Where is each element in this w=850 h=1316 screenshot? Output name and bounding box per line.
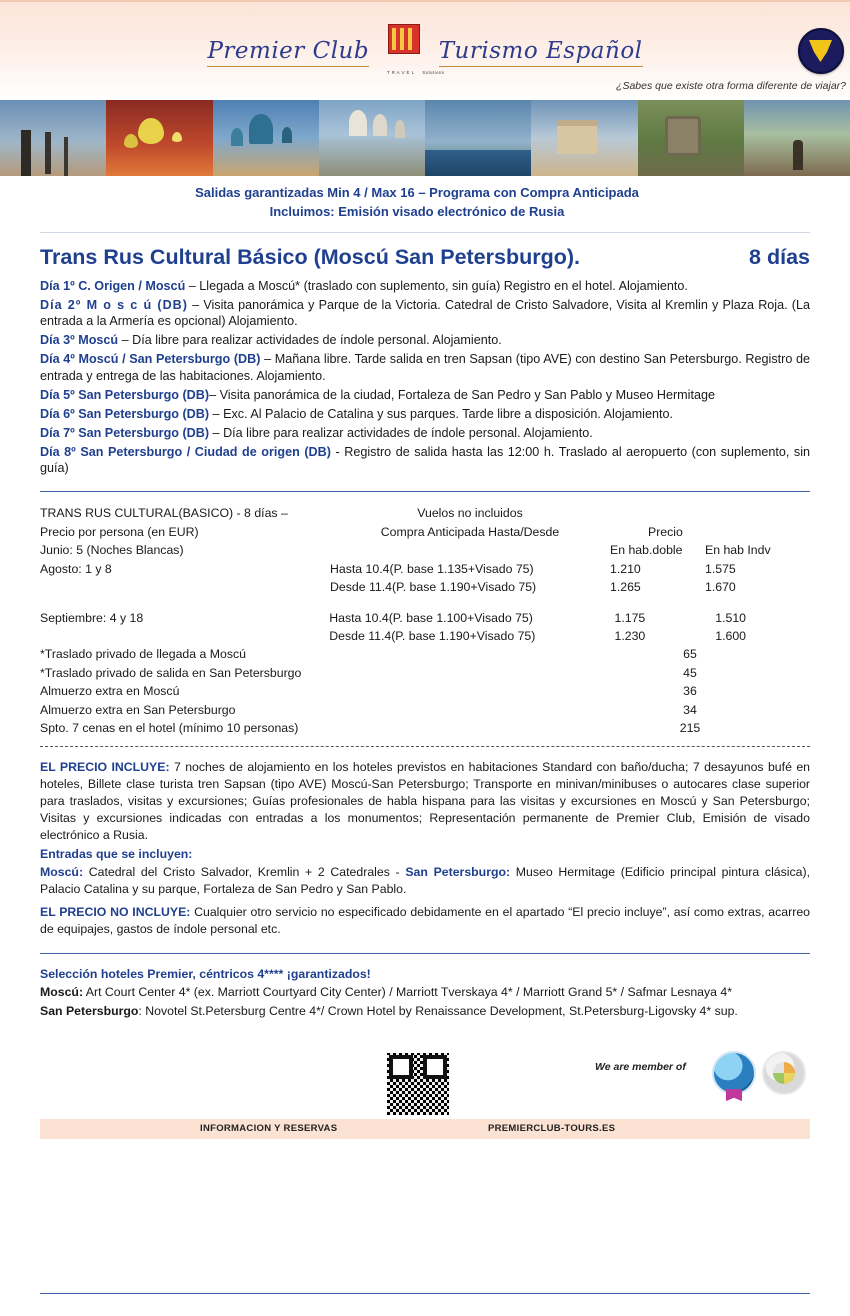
itinerary-day-1-text: – Llegada a Moscú* (traslado con suplemento, sin guía) Registro en el hotel. Alojamiento. (185, 278, 688, 293)
divider-above-hotels (40, 953, 810, 954)
qr-code-icon[interactable] (385, 1051, 451, 1117)
award-seal-icon (712, 1051, 756, 1095)
departure-0-double: 1.210 (610, 561, 641, 576)
itinerary-day-4 (40, 351, 810, 385)
table-row (40, 609, 810, 627)
departure-3-terms: Desde 11.4(P. base 1.190+Visado 75) (329, 628, 536, 643)
table-row (40, 664, 810, 682)
departure-3-double: 1.230 (614, 628, 646, 643)
reservations-label: INFORMACION Y RESERVAS (200, 1123, 338, 1135)
page-title: Trans Rus Cultural Básico (Moscú San Petersburgo). (40, 244, 580, 269)
departure-3-single: 1.600 (715, 628, 747, 643)
price-header-right-spacer (610, 504, 705, 522)
tickets-moscow-text: Catedral del Cristo Salvador, Kremlin + 2 Catedrales - (83, 864, 406, 879)
page-header (0, 0, 850, 100)
departure-2-single: 1.510 (715, 610, 747, 625)
itinerary-day-1-label: Día 1º C. Origen / Moscú (40, 278, 186, 293)
price-subheader-row (40, 523, 810, 541)
table-row (40, 645, 810, 663)
departure-2-label: Septiembre: 4 y 18 (40, 610, 144, 625)
tour-title-row (40, 245, 810, 270)
departure-2-terms: Hasta 10.4(P. base 1.100+Visado 75) (329, 610, 533, 625)
june-departure-label: Junio: 5 (Noches Blancas) (40, 543, 184, 558)
table-row (40, 719, 810, 737)
itinerary-day-8-text: - Registro de salida hasta las 12:00 h. Traslado al aeropuerto (con suplemento, sin guía) (40, 444, 810, 476)
tickets-spb-text: Museo Hermitage (Edificio principal pintura clásica), Palacio Catalina y su parque, Fortaleza de San Pedro y San Pablo. (40, 864, 811, 896)
divider-above-prices (40, 491, 810, 492)
shield-icon (388, 24, 420, 54)
price-header-mid: Vuelos no incluidos (417, 506, 523, 521)
brand-underline-right (439, 66, 643, 67)
itinerary-day-8 (40, 444, 810, 478)
photo-desert-statues (0, 100, 106, 176)
price-not-includes-text: Cualquier otro servicio no especificado debidamente en el apartado “El precio incluye”, así como extras, acarreo de equipajes, gastos de índole personal etc. (40, 905, 811, 937)
crest-caption-line1: T R A V E L (386, 70, 415, 75)
extra-4-label: Spto. 7 cenas en el hotel (mínimo 10 personas) (40, 721, 299, 736)
price-table (40, 504, 810, 737)
extra-3-amount: 34 (683, 702, 697, 717)
brochure-body (40, 232, 810, 1153)
itinerary-day-1 (40, 278, 810, 295)
extra-2-label: Almuerzo extra en Moscú (40, 684, 180, 699)
itinerary-day-5 (40, 387, 810, 404)
price-not-includes-paragraph (40, 904, 810, 938)
photo-coastal-town (425, 100, 531, 176)
itinerary-day-6-label: Día 6º San Petersburgo (DB) (40, 406, 210, 421)
table-row (40, 682, 810, 700)
hotels-section (40, 966, 810, 1021)
price-includes-paragraph (40, 759, 810, 845)
extra-4-amount: 215 (679, 721, 701, 736)
brand-name-right: Turismo Español (439, 38, 643, 67)
early-booking-label: Compra Anticipada Hasta/Desde (380, 524, 560, 539)
guarantee-subheading (0, 176, 850, 232)
price-includes-text: 7 noches de alojamiento en los hoteles previstos en habitaciones Standard con baño/ducha; 7 desayunos bufé en hoteles, Billete clase turista tren Sapsan (tipo AVE) Moscú-San Petersburgo; Transporte en minivan/minibuses o autocares clase superior para traslados, visitas y excursiones; Guías profesionales de habla hispana para las visitas y excursiones en Moscú y San Petersburgo; Visitas y excursiones indicadas con entradas a los monumentos; Representación permanente de Premier Club, Emisión de visado electrónico a Rusia. (40, 759, 810, 843)
photo-strip (0, 100, 850, 176)
page-footer (40, 1043, 810, 1153)
itinerary-day-3 (40, 332, 810, 349)
itinerary-day-4-text: – Mañana libre. Tarde salida en tren Sapsan (tipo AVE) con destino San Petersburgo. Registro de entrada y entrega de las habitaciones. Alojamiento. (40, 352, 810, 384)
subheading-line-2: Incluimos: Emisión visado electrónico de Rusia (269, 203, 565, 219)
header-tagline: ¿Sabes que existe otra forma diferente de viajar? (616, 80, 846, 92)
extra-0-label: *Traslado privado de llegada a Moscú (40, 647, 246, 662)
extra-1-label: *Traslado privado de salida en San Petersburgo (40, 665, 302, 680)
extra-2-amount: 36 (683, 684, 697, 699)
itinerary-day-2-label: Día 2º M o s c ú (DB) (40, 297, 188, 312)
subheading-line-1: Salidas garantizadas Min 4 / Max 16 – Programa con Compra Anticipada (195, 185, 639, 200)
itinerary-day-3-text: – Día libre para realizar actividades de índole personal. Alojamiento. (118, 333, 502, 348)
itinerary-day-7 (40, 425, 810, 442)
departure-0-single: 1.575 (705, 561, 736, 576)
table-row (40, 578, 810, 596)
itinerary-day-5-text: – Visita panorámica de la ciudad, Fortaleza de San Pedro y San Pablo y Museo Hermitage (209, 387, 715, 402)
price-per-person-label: Precio por persona (en EUR) (40, 524, 199, 539)
hotels-spb-text: : Novotel St.Petersburg Centre 4*/ Crown Hotel by Renaissance Development, St.Petersburg-Ligovsky 4* sup. (138, 1004, 738, 1019)
photo-cathedral-domes (319, 100, 425, 176)
tickets-included-title: Entradas que se incluyen: (40, 846, 193, 861)
price-not-includes-title: EL PRECIO NO INCLUYE: (40, 905, 191, 920)
departure-1-double: 1.265 (610, 580, 641, 595)
hotels-moscow-label: Moscú: (40, 985, 84, 1000)
table-row (40, 627, 810, 645)
hotels-spb-label: San Petersburgo (40, 1004, 139, 1019)
price-season-row (40, 541, 810, 559)
photo-stone-ruins (531, 100, 637, 176)
hotels-title: Selección hoteles Premier, céntricos 4**** ¡garantizados! (40, 966, 371, 981)
association-seal-icon (762, 1051, 806, 1095)
price-includes-title: EL PRECIO INCLUYE: (40, 759, 170, 774)
itinerary-day-4-label: Día 4º Moscú / San Petersburgo (DB) (40, 352, 261, 367)
itinerary-list (40, 278, 810, 478)
tickets-spb-label: San Petersburgo: (405, 864, 511, 879)
photo-temple-ruins (638, 100, 744, 176)
member-of-label: We are member of (595, 1061, 686, 1074)
photo-blue-mosque (213, 100, 319, 176)
tour-duration: 8 días (749, 244, 810, 269)
crest-caption-line2: Solutions (422, 70, 445, 75)
contact-bar (40, 1119, 810, 1139)
globe-badge-icon (798, 28, 844, 74)
itinerary-day-3-label: Día 3º Moscú (40, 333, 119, 348)
price-row-gap (40, 597, 810, 609)
price-header-row (40, 504, 810, 522)
itinerary-day-5-label: Día 5º San Petersburgo (DB) (40, 387, 210, 402)
itinerary-day-7-text: – Día libre para realizar actividades de índole personal. Alojamiento. (209, 425, 593, 440)
brand-lockup (0, 24, 850, 80)
footer-divider (40, 1293, 810, 1294)
travel-solutions-crest-icon (386, 24, 445, 80)
departure-3-label (40, 627, 329, 645)
tickets-moscow-label: Moscú: (40, 864, 84, 879)
hotels-moscow-row (40, 984, 810, 1002)
brand-name-left: Premier Club (207, 38, 369, 67)
itinerary-day-8-label: Día 8º San Petersburgo / Ciudad de origen (DB) (40, 444, 331, 459)
table-row (40, 560, 810, 578)
extra-1-amount: 45 (683, 665, 697, 680)
price-column-title: Precio (648, 524, 683, 539)
hotels-spb-row (40, 1003, 810, 1021)
col-header-double: En hab.doble (610, 543, 683, 558)
itinerary-day-2 (40, 297, 810, 331)
itinerary-day-6 (40, 406, 810, 423)
brand-underline-left (207, 66, 369, 67)
tickets-included-paragraph (40, 864, 810, 898)
includes-section (40, 759, 810, 939)
table-row (40, 701, 810, 719)
photo-jungle-path (744, 100, 850, 176)
departure-1-terms: Desde 11.4(P. base 1.190+Visado 75) (330, 580, 537, 595)
departure-0-terms: Hasta 10.4(P. base 1.135+Visado 75) (330, 561, 534, 576)
itinerary-day-7-label: Día 7º San Petersburgo (DB) (40, 425, 210, 440)
itinerary-day-2-text: – Visita panorámica y Parque de la Victoria. Catedral de Cristo Salvadore, Visita al Kremlin y Plaza Roja. (La entrada a la Armería es opcional) Alojamiento. (40, 297, 810, 329)
departure-0-label: Agosto: 1 y 8 (40, 561, 112, 576)
departure-1-label (40, 578, 330, 596)
hotels-moscow-text: Art Court Center 4* (ex. Marriott Courtyard City Center) / Marriott Tverskaya 4* / Marriott Grand 5* / Safmar Lesnaya 4* (83, 985, 733, 1000)
photo-red-lanterns (106, 100, 212, 176)
departure-1-single: 1.670 (705, 580, 736, 595)
departure-2-double: 1.175 (614, 610, 646, 625)
extra-0-amount: 65 (683, 647, 697, 662)
price-header-left: TRANS RUS CULTURAL(BASICO) - 8 días – (40, 506, 288, 521)
col-header-single: En hab Indv (705, 543, 771, 558)
divider-below-prices (40, 746, 810, 747)
price-col-spacer (330, 541, 610, 559)
website-label[interactable]: PREMIERCLUB-TOURS.ES (488, 1123, 616, 1135)
itinerary-day-6-text: – Exc. Al Palacio de Catalina y sus parques. Tarde libre a disposición. Alojamiento. (209, 406, 673, 421)
extra-3-label: Almuerzo extra en San Petersburgo (40, 702, 236, 717)
